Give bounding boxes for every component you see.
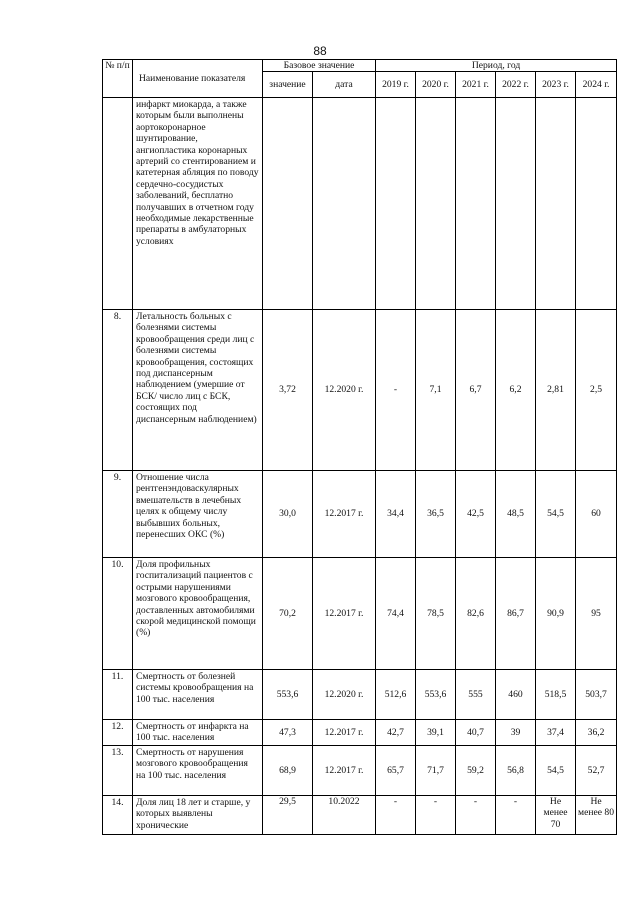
row-name: Отношение числа рентгенэндоваскулярных вмешательств в лечебных целях к общему числу выбывших больных, перенесших ОКС (%): [133, 471, 263, 558]
row-value: 70,2: [263, 558, 313, 670]
table-row: [103, 745, 617, 795]
row-year-2022: -: [496, 795, 536, 834]
row-num: 9.: [103, 471, 133, 558]
row-year-2022: 86,7: [496, 558, 536, 670]
row-year-2020: 36,5: [416, 471, 456, 558]
row-year-2023: 54,5: [536, 745, 576, 795]
row-year-2020: 7,1: [416, 310, 456, 471]
table-row: [103, 558, 617, 670]
row-value: 30,0: [263, 471, 313, 558]
row-date: 12.2017 г.: [313, 745, 376, 795]
header-year-2021: 2021 г.: [456, 72, 496, 98]
row-name: Доля профильных госпитализаций пациентов с острыми нарушениями мозгового кровообращения, доставленных автомобилями скорой медицинской помощи (%): [133, 558, 263, 670]
row-year-2024: Не менее 80: [576, 795, 617, 834]
row-value: 553,6: [263, 670, 313, 720]
row-year-2022: 56,8: [496, 745, 536, 795]
row-year-2019: 42,7: [376, 720, 416, 746]
header-base-date: дата: [313, 72, 376, 98]
row-value: 29,5: [263, 795, 313, 834]
indicators-table: [102, 59, 617, 835]
row-num: 12.: [103, 720, 133, 746]
row-num: 10.: [103, 558, 133, 670]
row-date: 12.2017 г.: [313, 558, 376, 670]
row-year-2019: 512,6: [376, 670, 416, 720]
row-year-2021: -: [456, 795, 496, 834]
row-value: 68,9: [263, 745, 313, 795]
row-year-2023: [536, 98, 576, 310]
row-year-2019: 65,7: [376, 745, 416, 795]
header-year-2020: 2020 г.: [416, 72, 456, 98]
row-year-2021: 42,5: [456, 471, 496, 558]
table-row: [103, 670, 617, 720]
table-row: [103, 310, 617, 471]
header-year-2023: 2023 г.: [536, 72, 576, 98]
row-name: Летальность больных с болезнями системы кровообращения среди лиц с болезнями системы кровообращения, состоящих под диспансерным наблюдением (умершие от БСК/ число лиц с БСК, состоящих под диспансерным наблюдением): [133, 310, 263, 471]
row-year-2022: 48,5: [496, 471, 536, 558]
table-row: [103, 720, 617, 746]
header-num: № п/п: [103, 60, 133, 98]
row-year-2020: 39,1: [416, 720, 456, 746]
row-year-2019: [376, 98, 416, 310]
header-year-2024: 2024 г.: [576, 72, 617, 98]
row-year-2019: -: [376, 310, 416, 471]
row-year-2023: Не менее 70: [536, 795, 576, 834]
row-year-2022: 6,2: [496, 310, 536, 471]
row-date: 12.2020 г.: [313, 670, 376, 720]
row-year-2019: 34,4: [376, 471, 416, 558]
row-value: [263, 98, 313, 310]
row-year-2023: 54,5: [536, 471, 576, 558]
row-year-2021: 6,7: [456, 310, 496, 471]
row-year-2020: [416, 98, 456, 310]
header-year-2019: 2019 г.: [376, 72, 416, 98]
row-num: 11.: [103, 670, 133, 720]
row-year-2020: 78,5: [416, 558, 456, 670]
row-name: Смертность от болезней системы кровообращения на 100 тыс. населения: [133, 670, 263, 720]
row-year-2022: 460: [496, 670, 536, 720]
row-num: 8.: [103, 310, 133, 471]
row-date: 12.2020 г.: [313, 310, 376, 471]
row-year-2024: [576, 98, 617, 310]
table-row: [103, 795, 617, 834]
row-year-2023: 2,81: [536, 310, 576, 471]
row-year-2024: 60: [576, 471, 617, 558]
row-date: 12.2017 г.: [313, 471, 376, 558]
row-year-2023: 90,9: [536, 558, 576, 670]
row-date: 10.2022: [313, 795, 376, 834]
row-year-2024: 36,2: [576, 720, 617, 746]
row-value: 47,3: [263, 720, 313, 746]
header-base-value: значение: [263, 72, 313, 98]
row-year-2021: 555: [456, 670, 496, 720]
table-row: [103, 471, 617, 558]
row-name: Смертность от нарушения мозгового кровообращения на 100 тыс. населения: [133, 745, 263, 795]
header-name: Наименование показателя: [133, 60, 263, 98]
header-base: Базовое значение: [263, 60, 376, 72]
row-year-2024: 52,7: [576, 745, 617, 795]
row-num: 13.: [103, 745, 133, 795]
row-year-2024: 2,5: [576, 310, 617, 471]
row-year-2020: -: [416, 795, 456, 834]
row-num: 14.: [103, 795, 133, 834]
row-year-2023: 37,4: [536, 720, 576, 746]
row-year-2019: 74,4: [376, 558, 416, 670]
row-year-2022: [496, 98, 536, 310]
row-num: [103, 98, 133, 310]
row-name: инфаркт миокарда, а также которым были выполнены аортокоронарное шунтирование, ангиопластика коронарных артерий со стентированием и катетерная абляция по поводу сердечно-сосудистых заболеваний, бесплатно получавших в отчетном году необходимые лекарственные препараты в амбулаторных условиях: [133, 98, 263, 310]
row-year-2019: -: [376, 795, 416, 834]
row-value: 3,72: [263, 310, 313, 471]
row-year-2024: 95: [576, 558, 617, 670]
row-name: Доля лиц 18 лет и старше, у которых выявлены хронические: [133, 795, 263, 834]
row-year-2020: 71,7: [416, 745, 456, 795]
row-year-2021: [456, 98, 496, 310]
row-year-2021: 40,7: [456, 720, 496, 746]
page-number: 88: [313, 44, 327, 58]
row-year-2022: 39: [496, 720, 536, 746]
row-name: Смертность от инфаркта на 100 тыс. населения: [133, 720, 263, 746]
row-date: [313, 98, 376, 310]
row-year-2020: 553,6: [416, 670, 456, 720]
row-year-2024: 503,7: [576, 670, 617, 720]
row-year-2021: 82,6: [456, 558, 496, 670]
row-year-2023: 518,5: [536, 670, 576, 720]
table-row: [103, 98, 617, 310]
header-period: Период, год: [376, 60, 617, 72]
row-date: 12.2017 г.: [313, 720, 376, 746]
row-year-2021: 59,2: [456, 745, 496, 795]
header-year-2022: 2022 г.: [496, 72, 536, 98]
